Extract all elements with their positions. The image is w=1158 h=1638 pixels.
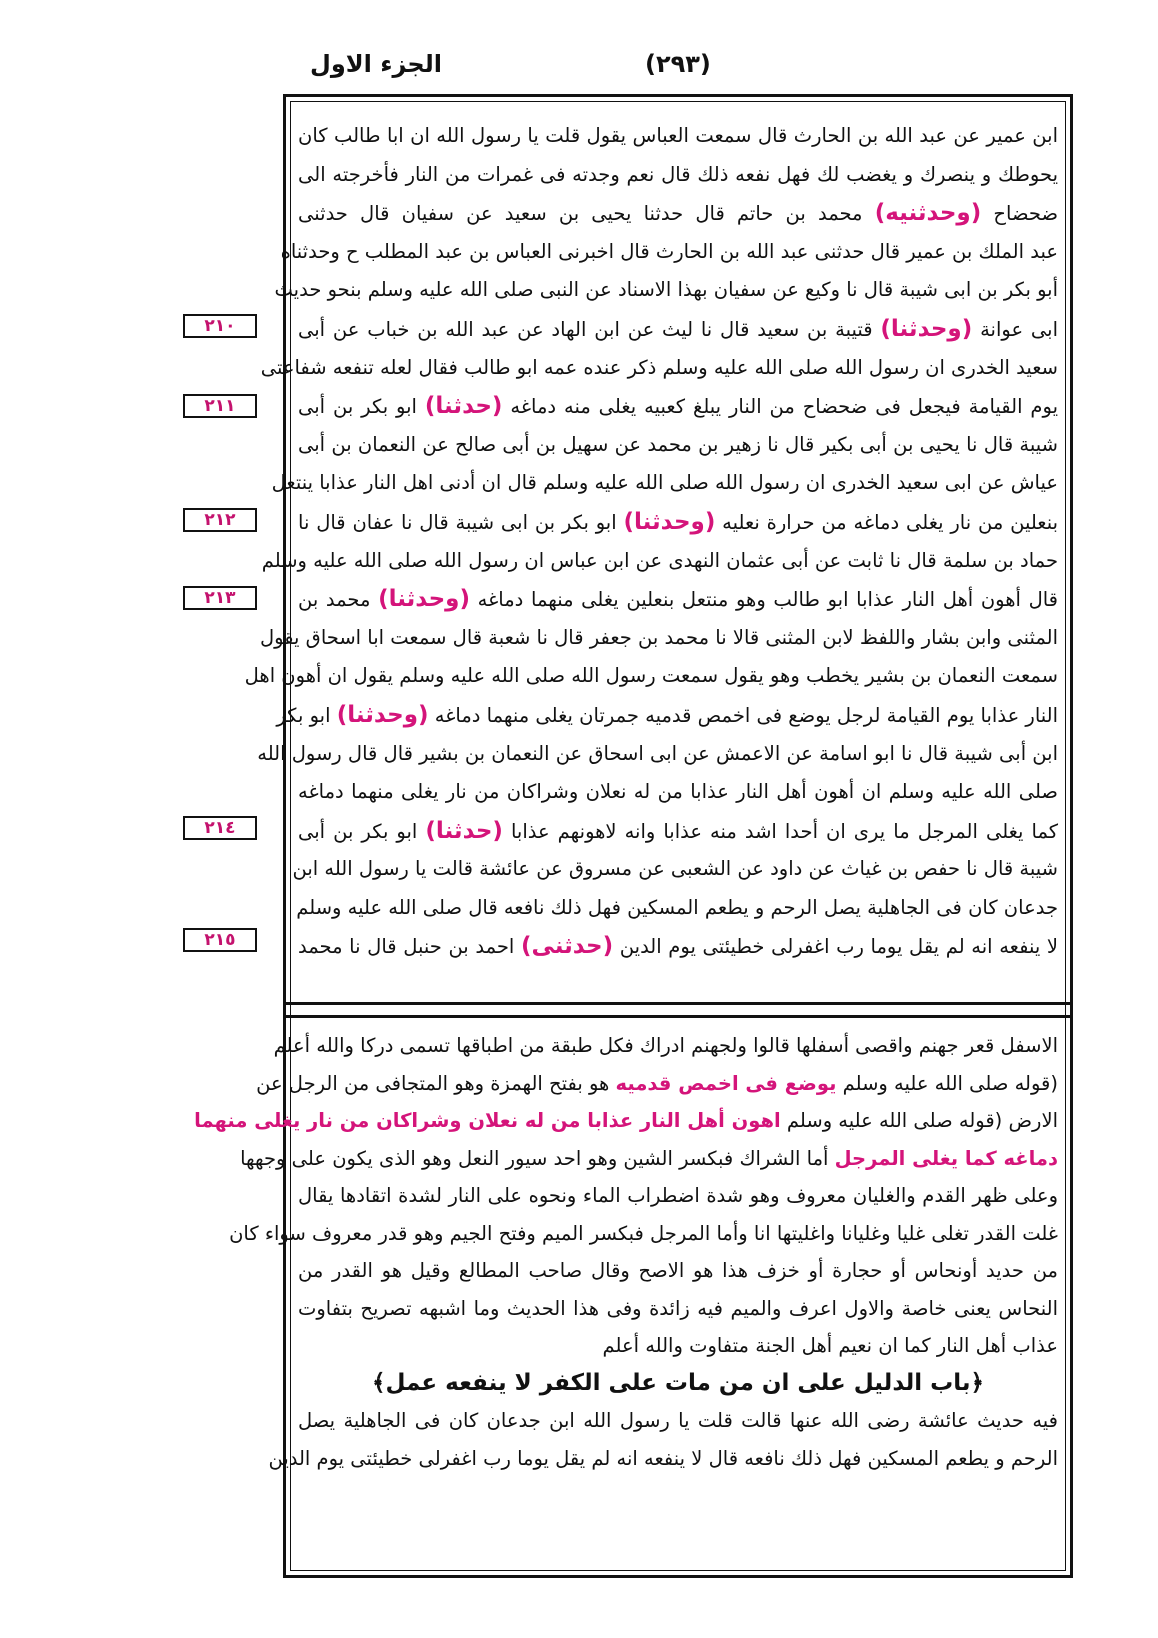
narration-keyword: (حدثنا) bbox=[425, 817, 503, 844]
text-line: النحاس يعنى خاصة والاول اعرف والميم فيه زائدة وفى هذا الحديث وما اشبهه تصريح بتفاوت bbox=[298, 1296, 1058, 1320]
text-line bbox=[298, 310, 1058, 349]
hadith-number: ٢١١ bbox=[183, 394, 257, 418]
hadith-text bbox=[244, 117, 1059, 989]
line-segment: ابى عوانة bbox=[980, 317, 1059, 341]
line-segment: أما الشراك فبكسر الشين وهو احد سيور النعل وهو الذى يكون على وجهها bbox=[240, 1146, 829, 1170]
hadith-number: ٢١٠ bbox=[183, 314, 257, 338]
chapter-heading: ﴿باب الدليل على ان من مات على الكفر لا ينفعه عمل﴾ bbox=[371, 1369, 984, 1396]
hadith-number: ٢١٤ bbox=[183, 816, 257, 840]
line-segment: قال أهون أهل النار عذابا ابو طالب وهو منتعل بنعلين يغلى منهما دماغه bbox=[477, 588, 1059, 612]
text-line bbox=[240, 1140, 1058, 1178]
commentary-text bbox=[194, 1027, 1058, 1557]
text-line: غلت القدر تغلى غليا وغليانا واغليتها انا وأما المرجل فبكسر الميم وفتح الجيم وهو قدر معروف سواء كان bbox=[229, 1221, 1058, 1245]
text-line bbox=[194, 1102, 1058, 1140]
text-line bbox=[298, 387, 1058, 426]
text-line: المثنى وابن بشار واللفظ لابن المثنى قالا نا محمد بن جعفر قال نا شعبة قال سمعت ابا اسحاق يقول bbox=[259, 625, 1058, 649]
text-line: ابن عمير عن عبد الله بن الحارث قال سمعت العباس يقول قلت يا رسول الله ان ابا طالب كان bbox=[298, 124, 1058, 147]
hadith-number: ٢١٥ bbox=[183, 928, 257, 952]
text-line: عبد الملك بن عمير قال حدثنى عبد الله بن الحارث قال اخبرنى العباس بن عبد المطلب ح وحدثناه bbox=[280, 239, 1058, 263]
text-line: شيبة قال نا يحيى بن أبى بكير قال نا زهير بن محمد عن سهيل بن أبى صالح عن النعمان بن أبى bbox=[298, 432, 1058, 456]
text-line: وعلى ظهر القدم والغليان معروف وهو شدة اضطراب الماء ونحوه على النار لشدة اتقادها يقال bbox=[298, 1184, 1058, 1207]
text-line: الاسفل قعر جهنم واقصى أسفلها قالوا ولجهنم ادراك فكل طبقة من اطباقها تسمى دركا والله أعلم bbox=[273, 1034, 1058, 1057]
line-segment: محمد بن حاتم قال حدثنا يحيى بن سعيد عن سفيان قال حدثنى bbox=[298, 202, 863, 226]
line-segment: ابو بكر bbox=[276, 703, 331, 727]
text-line: ابن أبى شيبة قال نا ابو اسامة عن الاعمش عن ابى اسحاق عن النعمان بن بشير قال قال رسول الله bbox=[257, 741, 1058, 765]
page-header bbox=[280, 50, 1070, 86]
section-divider bbox=[286, 1002, 1070, 1018]
line-segment: قتيبة بن سعيد قال نا ليث عن ابن الهاد عن عبد الله بن خباب عن أبى bbox=[298, 317, 873, 341]
quoted-phrase: دماغه كما يغلى المرجل bbox=[834, 1146, 1058, 1170]
line-segment: لا ينفعه انه لم يقل يوما رب اغفرلى خطيئتى يوم الدين bbox=[619, 935, 1059, 959]
text-line bbox=[298, 927, 1058, 966]
text-line: حماد بن سلمة قال نا ثابت عن أبى عثمان النهدى عن ابن عباس ان رسول الله صلى الله عليه وسلم bbox=[261, 548, 1058, 572]
narration-keyword: (وحدثنا) bbox=[336, 701, 429, 728]
narration-keyword: (حدثنا) bbox=[424, 393, 503, 420]
text-line bbox=[276, 696, 1058, 735]
quoted-phrase: يوضع فى اخمص قدميه bbox=[615, 1071, 837, 1095]
line-segment: يوم القيامة فيجعل فى ضحضاح من النار يبلغ كعبيه يغلى منه دماغه bbox=[510, 395, 1059, 419]
text-line bbox=[298, 194, 1058, 233]
hadith-number: ٢١٣ bbox=[183, 586, 257, 610]
line-segment: (قوله صلى الله عليه وسلم bbox=[842, 1071, 1058, 1095]
line-segment: محمد بن bbox=[298, 588, 371, 612]
line-segment: ابو بكر بن ابى شيبة قال نا عفان قال نا bbox=[298, 510, 617, 534]
line-segment: كما يغلى المرجل ما يرى ان أحدا اشد منه عذابا وانه لاهونهم عذابا bbox=[510, 819, 1059, 843]
line-segment: ابو بكر بن أبى bbox=[298, 395, 417, 419]
quoted-phrase: اهون أهل النار عذابا من له نعلان وشراكان من نار يغلى منهما bbox=[194, 1109, 781, 1132]
narration-keyword: (وحدثنا) bbox=[378, 586, 470, 613]
line-segment: احمد بن حنبل قال نا محمد bbox=[298, 935, 515, 959]
text-line: شيبة قال نا حفص بن غياث عن داود عن الشعبى عن مسروق عن عائشة قالت يا رسول الله ابن bbox=[292, 857, 1058, 881]
narration-keyword: (وحدثنا) bbox=[623, 508, 716, 535]
text-line: أبو بكر بن ابى شيبة قال نا وكيع عن سفيان بهذا الاسناد عن النبى صلى الله عليه وسلم بنحو حديث bbox=[274, 278, 1058, 302]
text-line bbox=[256, 1065, 1058, 1103]
page-number: (٢٩٣) bbox=[645, 50, 711, 78]
text-line: صلى الله عليه وسلم ان أهون أهل النار عذابا من له نعلان وشراكان من نار يغلى منهما دماغه bbox=[298, 780, 1058, 804]
text-line: عياش عن ابى سعيد الخدرى ان رسول الله صلى الله عليه وسلم قال ان أدنى اهل النار عذابا ينتعل bbox=[271, 471, 1058, 495]
text-line: سعيد الخدرى ان رسول الله صلى الله عليه وسلم ذكر عنده عمه ابو طالب فقال لعله تنفعه شفاعتى bbox=[260, 355, 1058, 379]
text-line: من حديد أونحاس أو حجارة أو خزف هذا هو الاصح وقال صاحب المطالع وقيل هو القدر من bbox=[298, 1259, 1058, 1282]
line-segment: الارض (قوله صلى الله عليه وسلم bbox=[786, 1109, 1058, 1132]
line-segment: ابو بكر بن أبى bbox=[298, 819, 418, 843]
line-segment: ضحضاح bbox=[993, 202, 1059, 226]
text-line bbox=[298, 503, 1058, 542]
text-line: سمعت النعمان بن بشير يخطب وهو يقول سمعت رسول الله صلى الله عليه وسلم يقول ان أهون اهل bbox=[244, 664, 1058, 688]
text-line: جدعان كان فى الجاهلية يصل الرحم و يطعم المسكين فهل ذلك نافعه قال صلى الله عليه وسلم bbox=[296, 895, 1058, 919]
text-line bbox=[298, 1365, 1058, 1403]
line-segment: هو بفتح الهمزة وهو المتجافى من الرجل عن bbox=[256, 1071, 610, 1095]
text-line bbox=[298, 812, 1058, 851]
text-line: الرحم و يطعم المسكين فهل ذلك نافعه قال لا ينفعه انه لم يقل يوما رب اغفرلى خطيئتى يوم الدين bbox=[268, 1446, 1058, 1470]
text-line: يحوطك و ينصرك و يغضب لك فهل نفعه ذلك قال نعم وجدته فى غمرات من النار فأخرجته الى bbox=[298, 162, 1058, 186]
line-segment: بنعلين من نار يغلى دماغه من حرارة نعليه bbox=[722, 510, 1059, 534]
narration-keyword: (وحدثنا) bbox=[880, 315, 973, 342]
volume-label: الجزء الاول bbox=[310, 50, 442, 78]
text-line: عذاب أهل النار كما ان نعيم أهل الجنة متفاوت والله أعلم bbox=[602, 1334, 1058, 1357]
text-line: فيه حديث عائشة رضى الله عنها قالت قلت يا رسول الله ابن جدعان كان فى الجاهلية يصل bbox=[298, 1409, 1058, 1432]
narration-keyword: (حدثنى) bbox=[520, 933, 614, 960]
text-line bbox=[298, 580, 1058, 619]
narration-keyword: (وحدثنيه) bbox=[874, 200, 982, 227]
line-segment: النار عذابا يوم القيامة لرجل يوضع فى اخمص قدميه جمرتان يغلى منهما دماغه bbox=[434, 703, 1058, 727]
hadith-number: ٢١٢ bbox=[183, 508, 257, 532]
